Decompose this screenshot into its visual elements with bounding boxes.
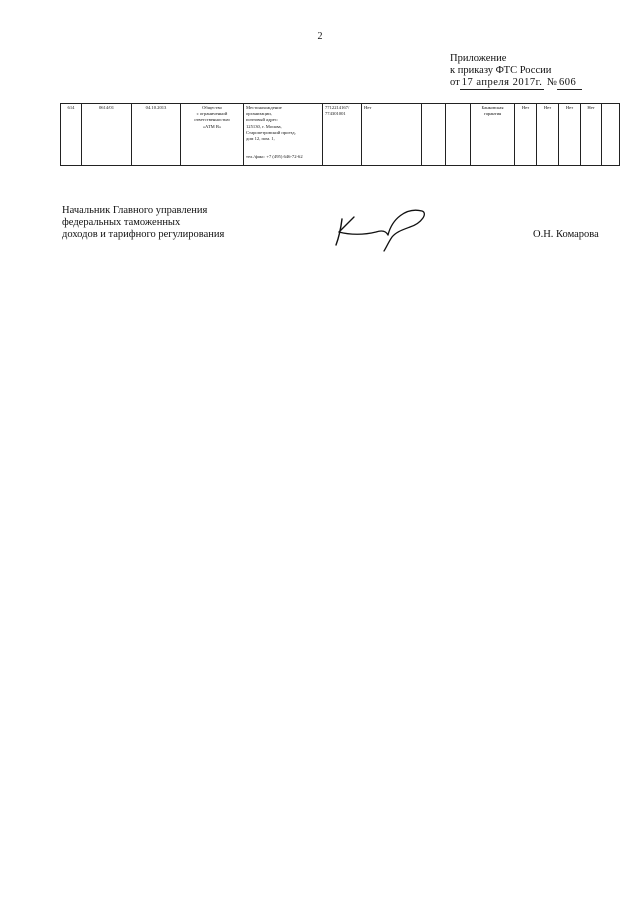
order-date: 17 апреля 2017г. (461, 77, 543, 88)
kpp-line: 774301001 (325, 111, 346, 117)
page-number: 2 (317, 31, 323, 42)
signoff-line: Начальник Главного управления (62, 205, 208, 216)
address-line: организации, (246, 111, 272, 117)
guarantee-line: Банковская (481, 105, 504, 110)
cell-col9 (446, 104, 471, 166)
address-line: почтовый адрес: (246, 117, 279, 123)
number-prefix: № (546, 77, 557, 88)
cell-col8 (422, 104, 446, 166)
cell-col15 (602, 104, 620, 166)
name-line: «АТМ В» (202, 123, 222, 129)
cell-inn-kpp (323, 104, 362, 166)
cell-col12: Нет (537, 104, 559, 166)
address-line: 125130, г. Москва, (246, 123, 282, 129)
signoff-title (62, 205, 224, 241)
cell-date: 04.10.2013 (132, 104, 181, 166)
registry-table (60, 103, 620, 166)
appendix-order-ref: к приказу ФТС России (450, 65, 552, 76)
name-line: Общество (202, 105, 222, 110)
table-row (61, 104, 620, 166)
address-line: дом 12, пом. 1, (246, 136, 275, 142)
cell-guarantee (471, 104, 515, 166)
cell-col11: Нет (515, 104, 537, 166)
address-spacer (246, 142, 320, 154)
signoff-line: доходов и тарифного регулирования (62, 229, 225, 240)
date-prefix: от (450, 77, 460, 88)
cell-address (244, 104, 323, 166)
appendix-title: Приложение (450, 53, 507, 64)
cell-index: 614 (61, 104, 82, 166)
name-line: ответственностью (194, 117, 230, 123)
cell-reg-number: 0614/01 (82, 104, 132, 166)
phone-line: тел./факс: +7 (495) 646-72-62 (246, 154, 303, 160)
signoff-line: федеральных таможенных (62, 217, 181, 228)
cell-col7: Нет (362, 104, 422, 166)
cell-organization-name (181, 104, 244, 166)
name-line: с ограниченной (196, 111, 228, 117)
appendix-header (450, 53, 582, 90)
order-number: 606 (557, 77, 582, 90)
cell-col13: Нет (559, 104, 581, 166)
handwritten-signature (330, 205, 430, 253)
guarantee-line: гарантия (483, 111, 502, 117)
appendix-date-line (450, 77, 582, 90)
address-line: Старопетровский проезд, (246, 129, 296, 135)
cell-col14: Нет (581, 104, 602, 166)
signer-name: О.Н. Комарова (533, 229, 599, 240)
inn-line: 7712214167/ (325, 105, 350, 110)
address-line: Местонахождение (246, 105, 282, 110)
